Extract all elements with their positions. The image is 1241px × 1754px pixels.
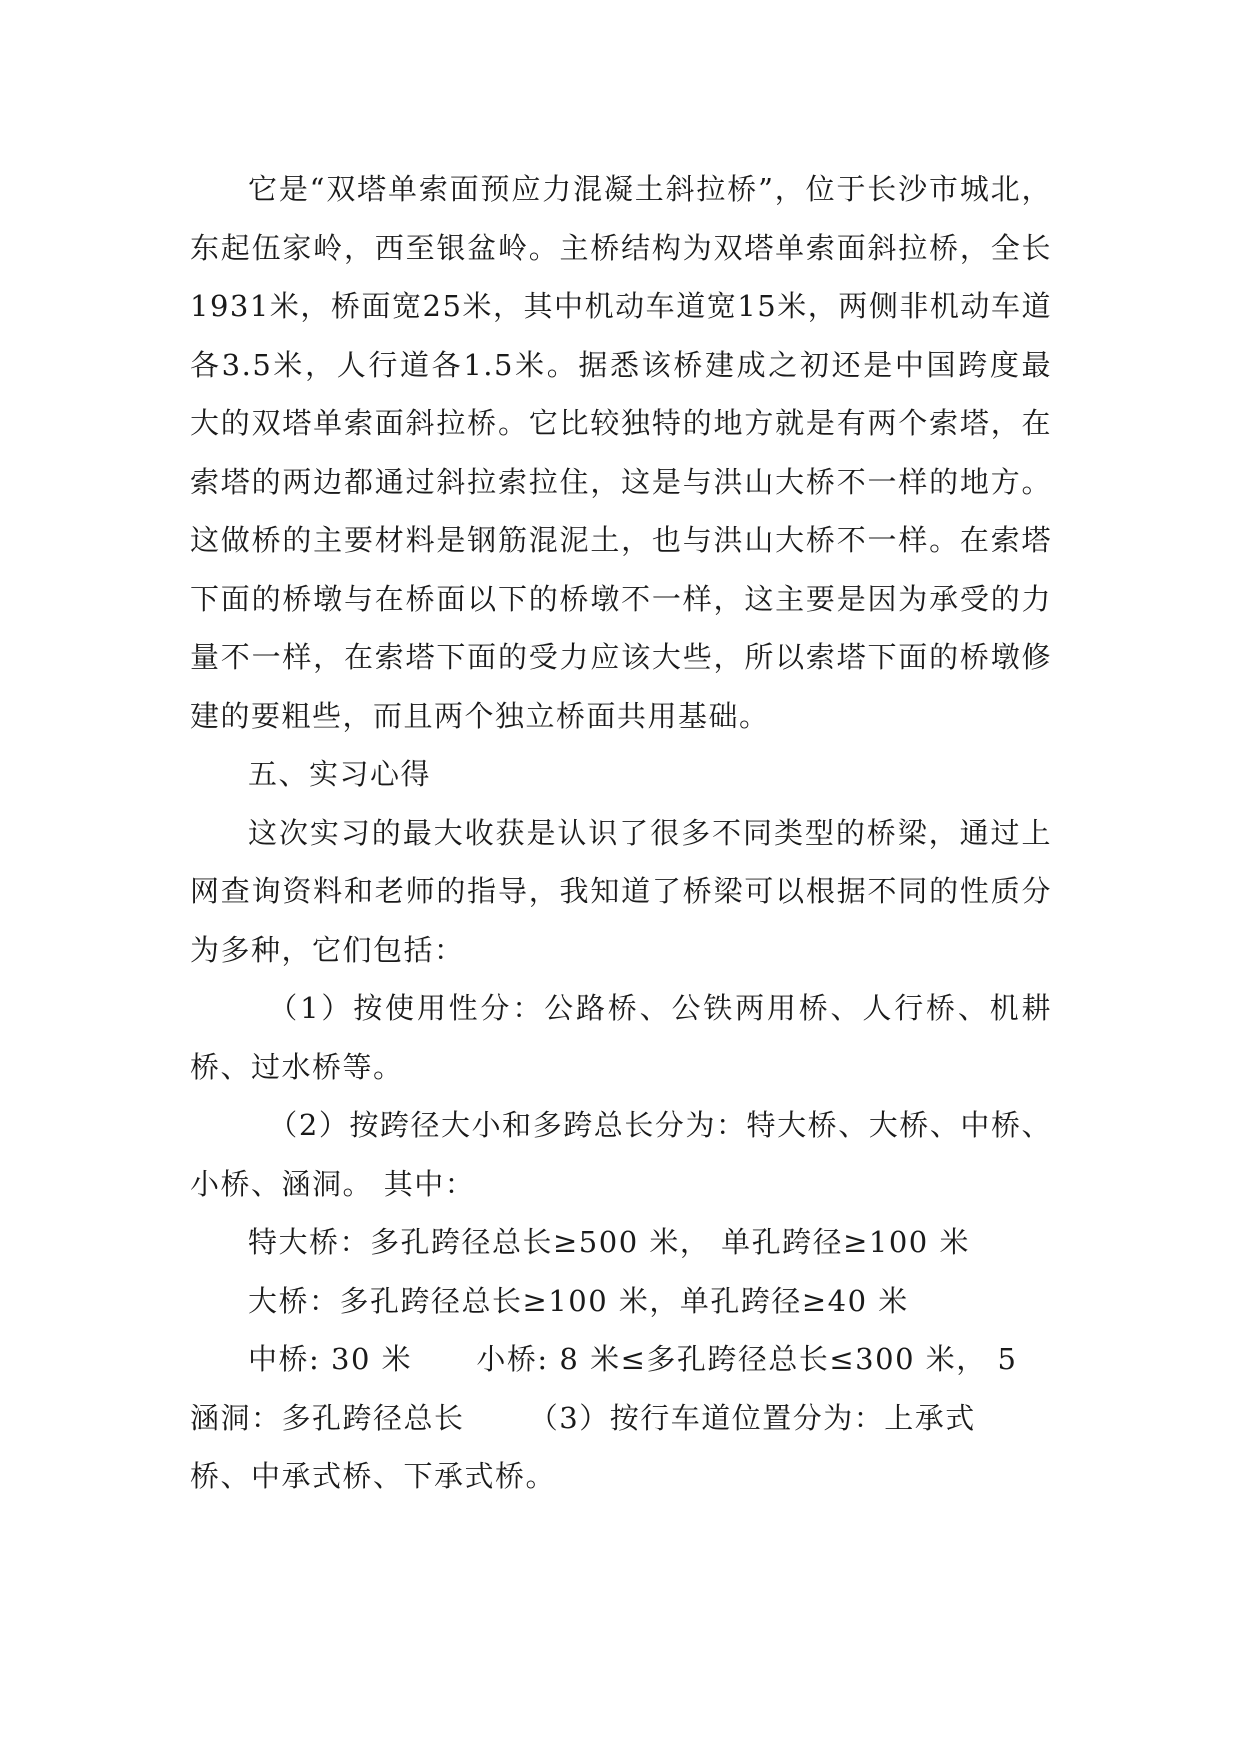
section-heading-internship-experience: 五、实习心得 — [248, 757, 432, 791]
line-culvert-and-deck-position: 涵洞：多孔跨径总长 （3）按行车道位置分为：上承式 — [190, 1400, 976, 1435]
paragraph-bridge-description: 它是“双塔单索面预应力混凝土斜拉桥”，位于长沙市城北，东起伍家岭，西至银盆岭。主桥结构为双塔单索面斜拉桥，全长1931米，桥面宽25米，其中机动车道宽15米，两侧非机动车道各3.5米，人行道各1.5米。据悉该桥建成之初还是中国跨度最大的双塔单索面斜拉桥。它比较独特的地方就是有两个索塔，在索塔的两边都通过斜拉索拉住，这是与洪山大桥不一样的地方。这做桥的主要材料是钢筋混泥土，也与洪山大桥不一样。在索塔下面的桥墩与在桥面以下的桥墩不一样，这主要是因为承受的力量不一样，在索塔下面的受力应该大些，所以索塔下面的桥墩修建的要粗些，而且两个独立桥面共用基础。 — [190, 172, 1052, 733]
line-deck-position-types: 桥、中承式桥、下承式桥。 — [190, 1459, 557, 1493]
line-large-bridge: 大桥：多孔跨径总长≥100 米，单孔跨径≥40 米 — [248, 1283, 909, 1318]
line-medium-small-bridge: 中桥: 30 米 小桥: 8 米≤多孔跨径总长≤300 米， 5 — [248, 1342, 1018, 1376]
paragraph-internship-harvest: 这次实习的最大收获是认识了很多不同类型的桥梁，通过上网查询资料和老师的指导，我知道了桥梁可以根据不同的性质分为多种，它们包括： — [190, 815, 1052, 967]
document-body — [190, 160, 1052, 1506]
list-item-by-span: （2）按跨径大小和多跨总长分为：特大桥、大桥、中桥、小桥、涵洞。 其中： — [190, 1108, 1052, 1201]
line-extra-large-bridge: 特大桥：多孔跨径总长≥500 米， 单孔跨径≥100 米 — [248, 1225, 970, 1259]
list-item-by-usage: （1）按使用性分：公路桥、公铁两用桥、人行桥、机耕桥、过水桥等。 — [190, 991, 1052, 1084]
